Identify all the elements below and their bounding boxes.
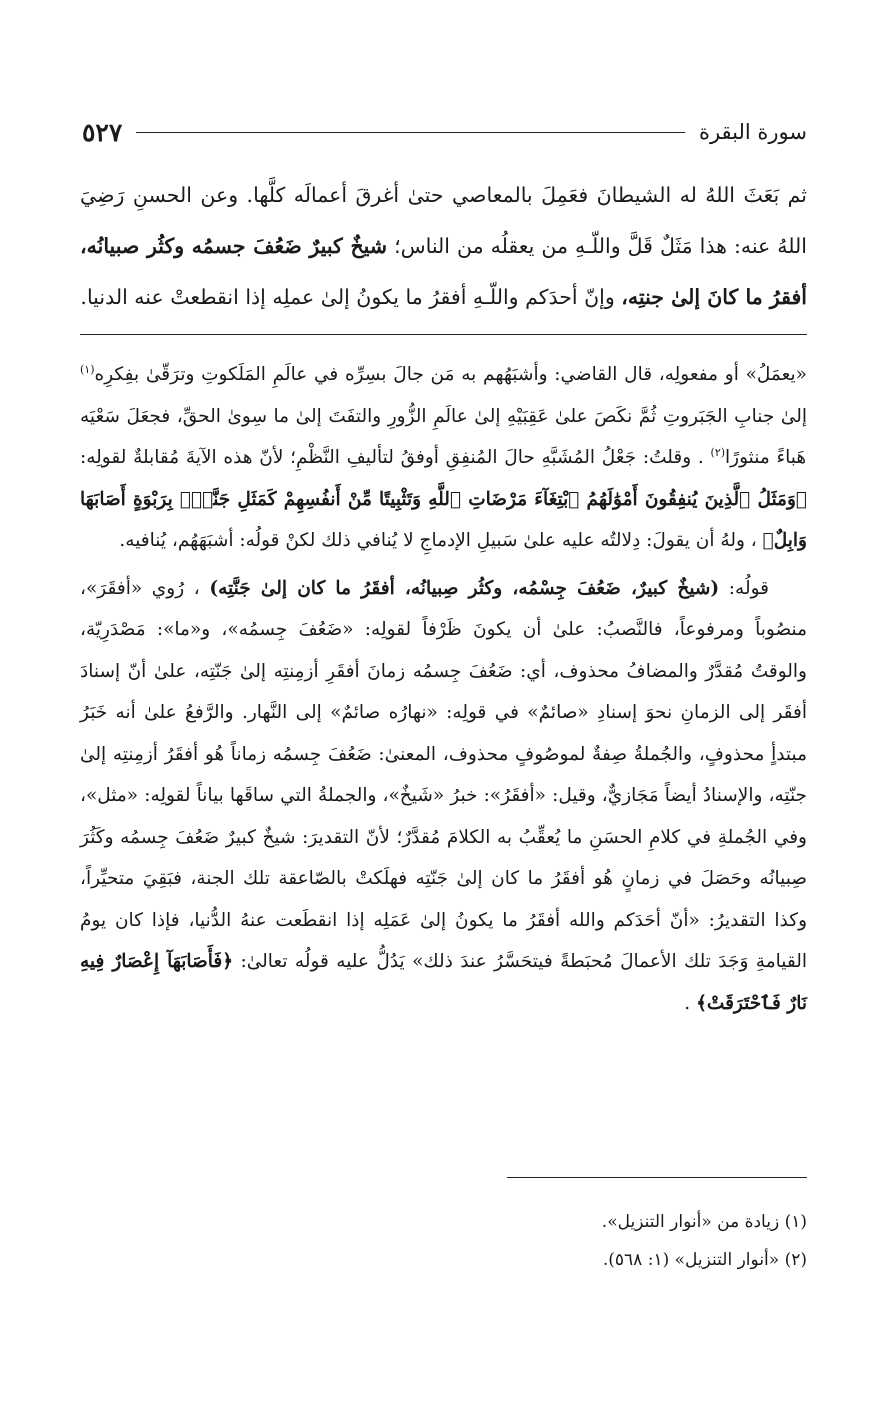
commentary-lemma: (شيخٌ كبيرٌ، ضَعُفَ جِسْمُه، وكثُر صِبيانُه، أفقَرُ ما كان إلىٰ جَنَّتِه) [209,577,720,599]
footnote: (١) زيادة من «أنوار التنزيل». [601,1212,807,1232]
text-divider [80,334,807,335]
footnote: (٢) «أنوار التنزيل» (١: ٥٦٨). [602,1250,807,1270]
commentary-segment: . وقلتُ: جَعْلُ المُشَبَّهِ حالَ المُنفِقِ أوفقُ لتأليفِ النَّظْمِ؛ لأنّ هذه الآيةَ مُقابلةٌ لقولِه: [80,447,704,468]
page-number: ٥٢٧ [82,117,123,147]
commentary-segment: . [684,992,691,1014]
footnotes [80,1203,807,1279]
commentary-segment: قولُه: [719,577,769,599]
main-text-bold: شيخٌ كبيرٌ ضَعُفَ جسمُه وكثُر صبيانُه، أفقرُ ما كانَ إلىٰ جنتِه، [80,234,807,309]
footnote-rule [507,1177,807,1178]
main-text-part: وإنّ أحدَكم واللّـهِ أفقرُ ما يكونُ إلىٰ عملِه إذا انقطعتْ عنه الدنيا. [80,285,615,309]
footnote-ref: (١) [80,362,95,376]
surah-title: سورة البقرة [698,120,807,144]
commentary-segment: إلىٰ جنابِ الجَبَروتِ ثُمَّ نكَصَ علىٰ عَقِبَيْهِ إلىٰ عالَمِ الزُّورِ والتفَتَ إلىٰ ما سِوىٰ الحقِّ، فجعَلَ سَعْيَه هَباءً منثورًا [80,405,807,468]
page-header [82,112,807,152]
commentary-text [80,354,807,1024]
main-paragraph [80,170,807,323]
header-rule [136,132,685,133]
main-text [80,170,807,323]
commentary-segment: ، رُوي «أفقَرَ»، منصُوباً ومرفوعاً، فالنَّصبُ: علىٰ أن يكونَ ظَرْفاً لقولِه: «ضَعُفَ جِسمُه»، و«ما»: مَصْدَرِيّة، والوقتُ مُقدَّرٌ والمضافُ محذوف، أي: ضَعُفَ جِسمُه زمانَ أفقَرِ أزمِنتِه إلىٰ جَنّتِه، علىٰ أنّ إسنادَ أفقَر إلى الزمانِ نحوَ إسنادِ «صائمٌ» في قولِه: «نهارُه صائمٌ» إلى النَّهار. والرَّفعُ علىٰ أنه خَبَرُ مبتدأٍ محذوفٍ، والجُملةُ صِفةٌ لموصُوفٍ محذوف، المعنىٰ: ضَعُفَ جِسمُه زماناً هُو أفقَرُ أزمِنتِه إلىٰ جنّتِه، والإسنادُ أيضاً مَجَازيٌّ، وقيل: «أفقَرُ»: خبرُ «شَيخٌ»، والجملةُ التي ساقَها بياناً لقولِه: «مثل»، وفي الجُملةِ في كلامِ الحسَنِ ما يُعقِّبُ به الكلامَ مُقدَّرٌ؛ لأنّ التقديرَ: شيخٌ كبيرٌ ضَعُفَ جِسمُه وكَثُرَ صِبيانُه وحَصَلَ في زمانٍ هُو أفقَرُ ما كان إلىٰ جَنّتِه فهلَكتْ بالصّاعقة تلك الجنة، فبَقِيَ متحيِّراً، وكذا التقديرُ: «أنّ أحَدَكم والله أفقَرُ ما يكونُ إلىٰ عَمَلِه إذا انقطَعت عنهُ الدُّنيا، فإذا كان يومُ القيامةِ وَجَدَ تلك الأعمالَ مُحبَطةً فيتحَسَّرُ عندَ ذلك» يَدُلُّ عليه قولُه تعالىٰ: [80,577,807,972]
commentary-segment: ، ولهُ أن يقولَ: دِلالتُه عليه علىٰ سَبيلِ الإدماجِ لا يُنافي ذلك لكنْ قولُه: أشبَهَهُم، يُنافيه. [119,530,757,551]
main-text-part: ثم بَعَثَ اللهُ له الشيطانَ فعَمِلَ بالمعاصي حتىٰ أغرقَ أعمالَه كلَّها. وعن الحسنِ رَضِيَ اللهُ عنه: هذا مَثَلٌ قَلَّ واللّـهِ من يعقلُه من الناس؛ [80,183,807,258]
quran-quote: ﴿وَمَثَلُ ٱلَّذِينَ يُنفِقُونَ أَمْوَٰلَهُمُ ٱبْتِغَآءَ مَرْضَاتِ ٱللَّهِ وَتَثْبِيتًا مِّنْ أَنفُسِهِمْ كَمَثَلِ جَنَّةٍۭ بِرَبْوَةٍ أَصَابَهَا وَابِلٌ﴾ [80,488,807,551]
commentary-segment: «يعمَلُ» أو مفعولِه، قال القاضي: وأشبَهُهم به مَن جالَ بسِرِّه في عالَمِ المَلَكوتِ وترَقّىٰ بفِكرِه [94,364,807,385]
quran-quote: ﴿فَأَصَابَهَآ إِعْصَارٌ فِيهِ نَارٌ فَٱحْتَرَقَتْ﴾ [80,951,807,1014]
commentary-paragraph [80,354,807,562]
footnote-ref: (٢) [710,445,726,459]
commentary-paragraph [80,568,807,1025]
